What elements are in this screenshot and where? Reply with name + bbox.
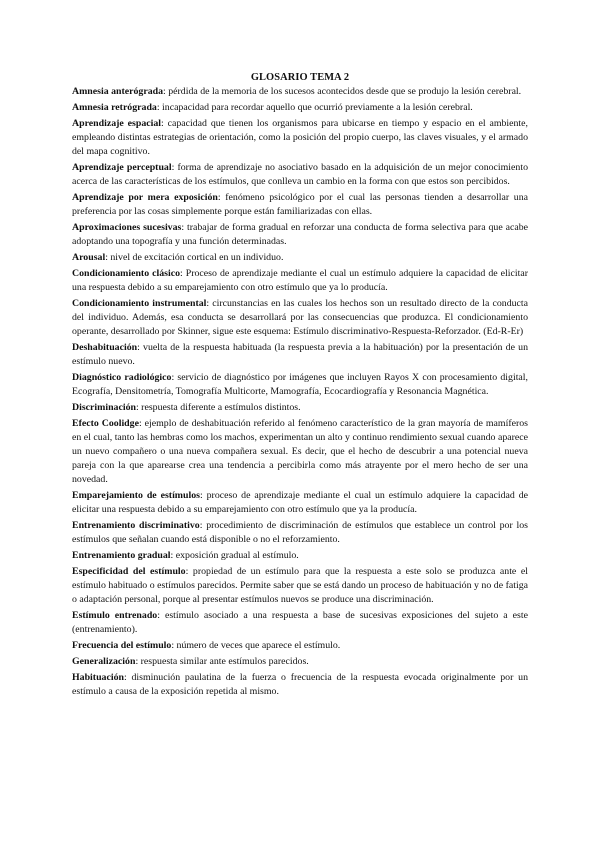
glossary-entry [72,639,528,653]
glossary-definition: : forma de aprendizaje no asociativo basado en la adquisición de un mejor conocimiento acerca de las características de los estímulos, que conlleva un cambio en la forma con que estos son percibidos. [72,161,528,187]
glossary-term: Aproximaciones sucesivas [72,221,182,233]
glossary-term: Condicionamiento instrumental [72,297,207,309]
glossary-entry [72,251,528,265]
glossary-entry [72,371,528,399]
glossary-definition: : exposición gradual al estímulo. [170,550,299,562]
glossary-entry [72,671,528,699]
glossary-entry [72,609,528,637]
glossary-term: Generalización [72,656,136,667]
page-title: GLOSARIO TEMA 2 [250,72,350,83]
glossary-term: Efecto Coolidge [72,417,139,429]
glossary-definition: : propiedad de un estímulo para que la respuesta a este solo se produzca ante el estímulo habituado o estímulos parecidos. Permite saber que se está dando un proceso de habituación y no de fatiga o adaptación personal, porque al presentar estímulos nuevos se produce una discriminación. [72,566,528,606]
glossary-entry [72,417,528,488]
glossary-entry [72,191,528,219]
glossary-term: Especificidad del estímulo [72,566,186,577]
glossary-definition: : respuesta diferente a estímulos distintos. [135,401,301,413]
glossary-definition: : ejemplo de deshabituación referido al fenómeno característico de la gran mayoría de mamíferos en el cual, tanto las hembras como los machos, experimentan un alto y continuo rendimiento sexual cuando aparece un nuevo compañero o una nueva compañera sexual. Es decir, que el hecho de descubrir a una potencial nueva pareja con la que aparearse crea una tendencia a percibirla como más atrayente por el mero hecho de ser una novedad. [72,417,529,486]
glossary-term: Entrenamiento gradual [72,550,171,562]
glossary-term: Deshabituación [72,341,138,353]
glossary-entry [72,117,528,160]
glossary-definition: : número de veces que aparece el estímulo. [171,640,341,652]
glossary-entry [72,101,528,115]
glossary-definition: : respuesta similar ante estímulos parecidos. [135,656,309,667]
glossary-term: Emparejamiento de estímulos [72,490,200,502]
glossary-definition: : disminución paulatina de la fuerza o frecuencia de la respuesta evocada originalmente por un estímulo a causa de la exposición repetida al mismo. [72,671,528,697]
glossary-term: Frecuencia del estímulo [72,640,172,652]
glossary-definition: : circunstancias en las cuales los hechos son un resultado directo de la conducta del individuo. Además, esa conducta se desarrollará por las consecuencias que produzca. El condicionamiento operante, desarrollado por Skinner, sigue este esquema: Estímulo discriminativo-Respuesta-Reforzador. (Ed-R-Er) [72,297,529,337]
glossary-term: Amnesia anterógrada [72,86,164,97]
glossary-entry [72,85,528,99]
glossary-term: Discriminación [72,401,136,413]
glossary-term: Amnesia retrógrada [72,101,157,113]
glossary-entry [72,341,528,369]
glossary-list [72,85,528,699]
glossary-term: Diagnóstico radiológico [72,371,172,383]
glossary-entry [72,267,528,295]
glossary-term: Habituación [72,671,124,683]
glossary-definition: : pérdida de la memoria de los sucesos acontecidos desde que se produjo la lesión cerebral. [163,86,522,97]
glossary-definition: : nivel de excitación cortical en un individuo. [105,251,284,263]
glossary-entry [72,297,528,340]
glossary-term: Aprendizaje por mera exposición [72,191,218,203]
glossary-definition: : proceso de aprendizaje mediante el cual un estímulo adquiere la capacidad de elicitar una respuesta debido a su emparejamiento con otro estímulo que ya la producía. [72,490,528,516]
glossary-entry [72,489,528,517]
glossary-term: Aprendizaje espacial [72,117,161,129]
glossary-entry [72,519,528,547]
glossary-term: Condicionamiento clásico [72,267,181,279]
glossary-term: Aprendizaje perceptual [72,161,172,173]
glossary-definition: : fenómeno psicológico por el cual las personas tienden a desarrollar una preferencia por las cosas simplemente porque están familiarizadas con ellas. [72,191,528,217]
glossary-entry [72,221,528,249]
glossary-term: Entrenamiento discriminativo [72,520,200,532]
glossary-definition: : Proceso de aprendizaje mediante el cual un estímulo adquiere la capacidad de elicitar una respuesta debido a su emparejamiento con otro estímulo que ya lo producía. [72,267,528,293]
glossary-definition: : procedimiento de discriminación de estímulos que establece un control por los estímulos que señalan cuando está disponible o no el reforzamiento. [72,520,528,546]
glossary-definition: : servicio de diagnóstico por imágenes que incluyen Rayos X con procesamiento digital, Ecografía, Densitometría, Tomografía Multicorte, Mamografía, Ecocardiografía y Resonancia Magnética. [72,371,528,397]
glossary-term: Arousal [72,251,106,263]
glossary-entry [72,401,528,415]
glossary-definition: : capacidad que tienen los organismos para ubicarse en tiempo y espacio en el ambiente, empleando distintas estrategias de orientación, como la posición del propio cuerpo, las claves visuales, y el armado del mapa cognitivo. [72,117,528,157]
glossary-term: Estímulo entrenado [72,610,158,622]
glossary-definition: : vuelta de la respuesta habituada (la respuesta previa a la habituación) por la presentación de un estímulo nuevo. [72,341,528,367]
glossary-entry [72,161,528,189]
glossary-entry [72,565,528,608]
glossary-definition: : trabajar de forma gradual en reforzar una conducta de forma selectiva para que acabe adoptando una topografía y una función determinadas. [72,221,528,247]
glossary-definition: : estímulo asociado a una respuesta a base de sucesivas exposiciones del sujeto a este (entrenamiento). [72,610,528,636]
glossary-definition: : incapacidad para recordar aquello que ocurrió previamente a la lesión cerebral. [156,101,473,113]
glossary-entry [72,549,528,563]
glossary-entry [72,655,528,669]
